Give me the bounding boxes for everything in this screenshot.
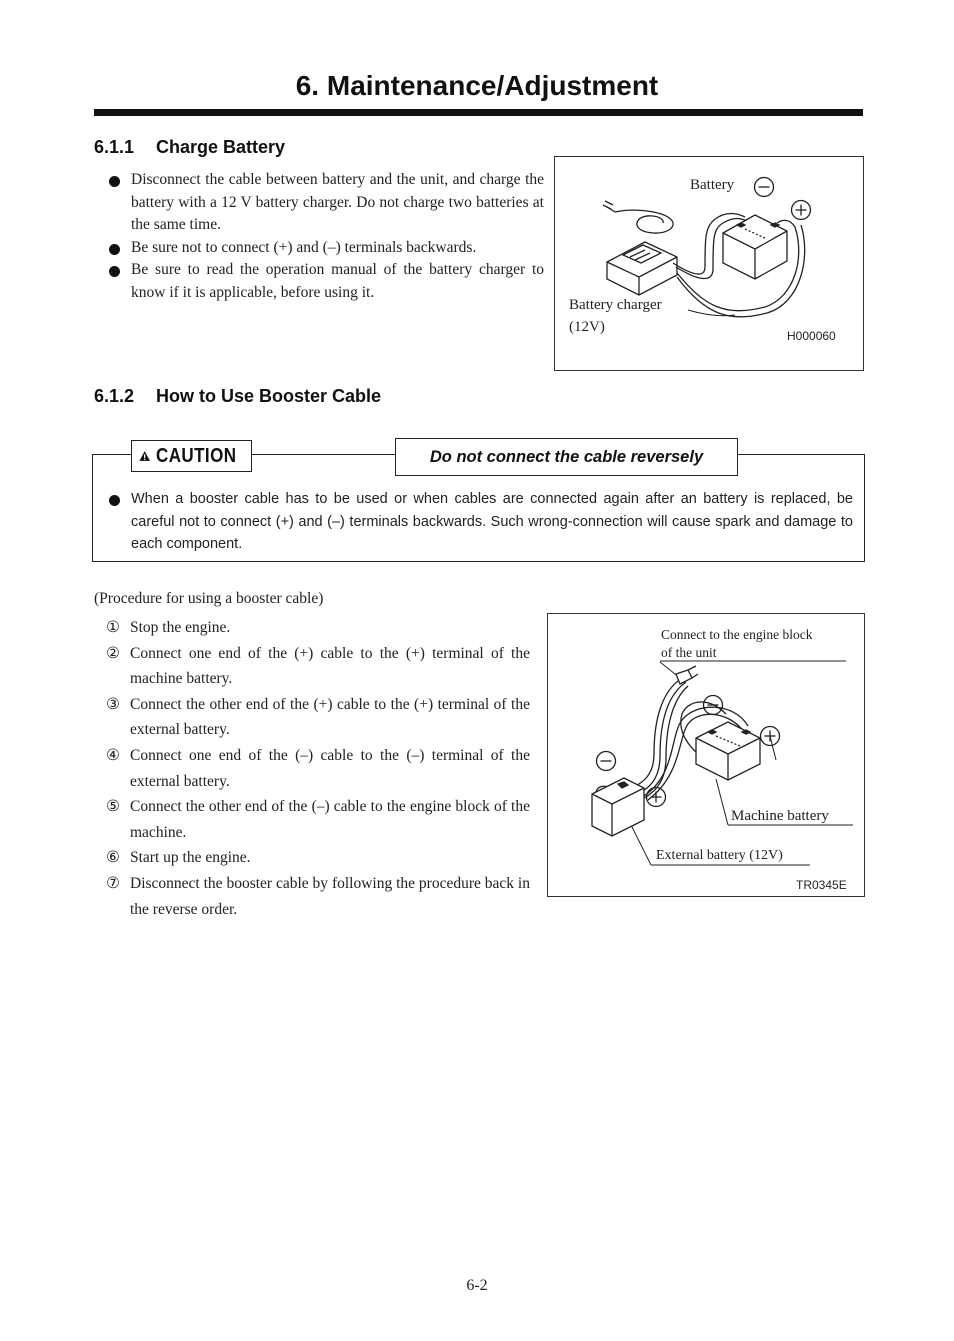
minus-terminal-icon [755,178,774,197]
charger-voltage-label: (12V) [569,319,605,335]
section-title: How to Use Booster Cable [156,386,382,406]
caution-body [109,488,853,556]
step-text: Stop the engine. [130,619,231,636]
caution-badge [131,440,252,472]
procedure-step [106,871,530,922]
step-marker: ⑦ [106,874,120,892]
figure-code: TR0345E [796,878,847,892]
minus-terminal-icon [704,696,723,715]
section-number: 6.1.1 [94,137,135,157]
procedure-step [106,641,530,692]
section-heading-charge-battery [94,137,285,158]
procedure-intro: (Procedure for using a booster cable) [94,590,324,607]
step-marker: ⑥ [106,849,120,867]
list-item: Be sure not to connect (+) and (–) terminals backwards. [109,237,544,260]
caution-title-box [395,438,738,476]
charger-icon [603,201,677,295]
charger-label: Battery charger [569,297,662,313]
title-rule [94,109,863,116]
plus-terminal-icon [761,727,780,746]
engine-block-label-line2: of the unit [661,645,717,660]
minus-terminal-icon [597,752,616,771]
warning-triangle-icon [139,444,150,468]
plus-terminal-icon [792,201,811,220]
section-heading-booster-cable [94,386,381,407]
step-marker: ② [106,644,120,662]
step-text: Start up the engine. [130,849,251,867]
plus-terminal-icon [647,788,666,807]
step-text: Disconnect the booster cable by following the procedure back in the reverse order. [130,874,530,918]
page-title: 6. Maintenance/Adjustment [295,70,659,101]
machine-battery-icon [696,722,760,780]
step-marker: ④ [106,746,120,764]
list-item: Disconnect the cable between battery and the unit, and charge the battery with a 12 V battery charger. Do not charge two batteries at the same time. [109,169,544,237]
step-marker: ① [106,619,120,636]
page-number: 6-2 [466,1277,488,1294]
machine-battery-label: Machine battery [731,808,829,824]
step-marker: ⑤ [106,798,120,816]
charge-battery-bullets [109,169,544,304]
clamp-icon [676,666,698,684]
step-marker: ③ [106,695,120,713]
caution-text: When a booster cable has to be used or when cables are connected again after an battery is replaced, be careful not to connect (+) and (–) terminals backwards. Such wrong-connection will cause spark and damage to each component. [109,488,853,556]
external-battery-label: External battery (12V) [656,848,783,863]
battery-icon [723,215,787,279]
step-text: Connect one end of the (–) cable to the (–) terminal of the external battery. [130,746,530,790]
booster-cable-figure [547,613,865,897]
caution-title: Do not connect the cable reversely [429,447,704,466]
step-text: Connect the other end of the (–) cable to the engine block of the machine. [130,798,530,841]
section-number: 6.1.2 [94,386,135,406]
procedure-step [106,743,530,794]
procedure-step [106,845,530,871]
engine-block-label: Connect to the engine block [661,627,813,642]
step-text: Connect the other end of the (+) cable to the (+) terminal of the external battery. [130,695,530,739]
procedure-steps [106,615,530,922]
battery-charger-figure [554,156,864,371]
battery-label: Battery [690,177,735,193]
caution-label: CAUTION [156,444,237,467]
procedure-step [106,615,530,641]
figure-code: H000060 [787,329,836,343]
list-item: Be sure to read the operation manual of the battery charger to know if it is applicable, before using it. [109,259,544,304]
procedure-step [106,692,530,743]
step-text: Connect one end of the (+) cable to the (+) terminal of the machine battery. [130,644,530,688]
procedure-step [106,794,530,845]
section-title: Charge Battery [156,137,286,157]
